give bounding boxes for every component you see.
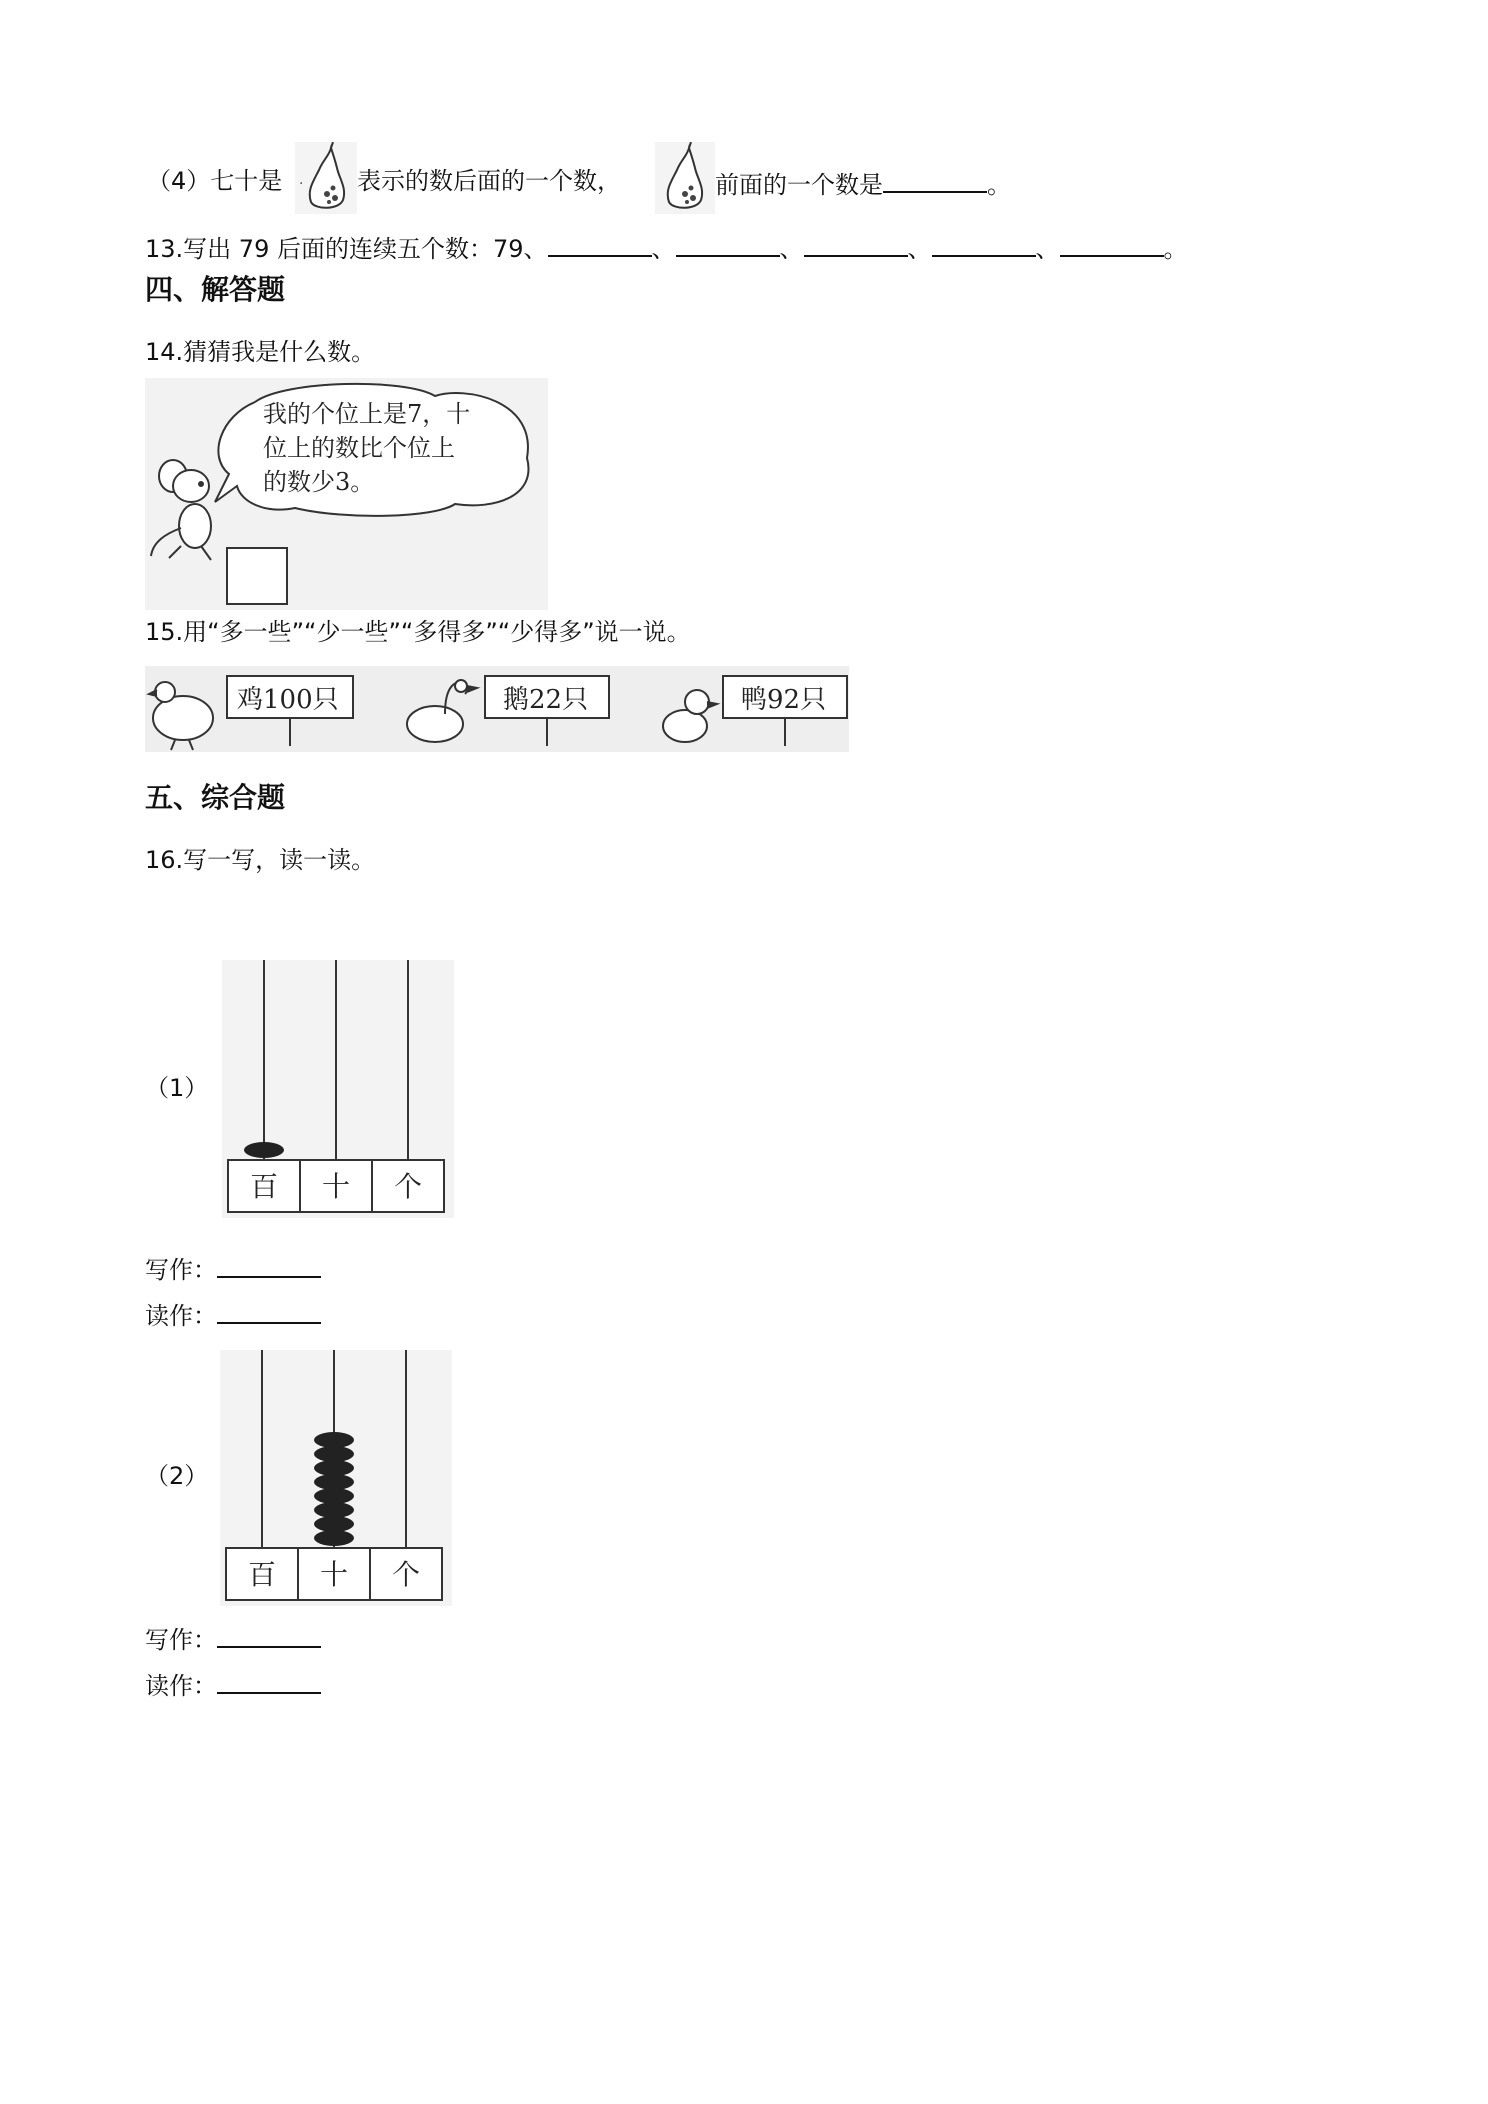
read-line-2	[145, 1666, 321, 1702]
q13-text: 13.写出 79 后面的连续五个数：79、	[145, 235, 548, 263]
answer-blank[interactable]	[217, 1250, 321, 1278]
abacus-place-label: 百	[249, 1170, 279, 1203]
abacus-bead	[314, 1516, 354, 1532]
sign-goose-label: 鹅22只	[503, 685, 589, 715]
write-label: 写作：	[145, 1626, 217, 1654]
q13-sep: 、	[651, 235, 676, 263]
section-4-title: 四、解答题	[145, 273, 286, 306]
answer-blank[interactable]	[676, 229, 780, 257]
answer-blank[interactable]	[1060, 229, 1164, 257]
read-label: 读作：	[145, 1302, 217, 1330]
read-line-1	[145, 1296, 321, 1332]
q13-end: 。	[1163, 235, 1188, 263]
answer-blank[interactable]	[217, 1620, 321, 1648]
abacus-bead	[314, 1488, 354, 1504]
pear-image-2	[655, 142, 715, 214]
svg-text:.: .	[299, 172, 304, 188]
sign-duck-label: 鸭92只	[741, 685, 827, 715]
answer-blank[interactable]	[217, 1296, 321, 1324]
part-1-label: （1）	[145, 1074, 209, 1102]
bubble-line-2: 位上的数比个位上	[263, 434, 455, 462]
q12-4-prefix: （4）七十是	[147, 167, 283, 195]
write-label: 写作：	[145, 1256, 217, 1284]
q15-text: 15.用“多一些”“少一些”“多得多”“少得多”说一说。	[145, 618, 691, 646]
q12-4-middle-text	[357, 165, 621, 197]
abacus-place-label: 百	[247, 1558, 277, 1591]
q13-line	[145, 229, 1188, 265]
abacus-bead	[314, 1530, 354, 1546]
abacus-2	[220, 1350, 452, 1606]
q14-mouse-figure	[145, 378, 548, 610]
q13-sep: 、	[779, 235, 804, 263]
abacus-place-label: 十	[319, 1558, 349, 1591]
abacus-bead	[314, 1474, 354, 1490]
q12-4-end: 。	[987, 171, 1011, 199]
abacus-bead	[314, 1460, 354, 1476]
pear-image-1	[295, 142, 357, 214]
write-line-2	[145, 1620, 321, 1656]
abacus-place-label: 个	[393, 1170, 423, 1203]
q12-4-suffix-line	[715, 165, 1011, 201]
abacus-1	[222, 960, 454, 1218]
q13-sep: 、	[907, 235, 932, 263]
answer-blank[interactable]	[804, 229, 908, 257]
section-5-title: 五、综合题	[145, 781, 286, 814]
abacus-place-label: 个	[391, 1558, 421, 1591]
q15-animals-figure	[145, 666, 849, 752]
part-2-label: （2）	[145, 1462, 209, 1490]
answer-blank[interactable]	[548, 229, 652, 257]
q12-4-suffix: 前面的一个数是	[715, 171, 883, 199]
abacus-bead	[314, 1502, 354, 1518]
q12-4-middle: 表示的数后面的一个数，	[357, 167, 621, 195]
q14-text: 14.猜猜我是什么数。	[145, 338, 376, 366]
answer-blank[interactable]	[883, 165, 987, 193]
q12-4-line	[147, 165, 282, 197]
abacus-bead	[314, 1446, 354, 1462]
abacus-bead	[314, 1432, 354, 1448]
q13-sep: 、	[1035, 235, 1060, 263]
answer-blank[interactable]	[932, 229, 1036, 257]
abacus-place-label: 十	[321, 1170, 351, 1203]
q16-text: 16.写一写，读一读。	[145, 846, 376, 874]
abacus-bead	[244, 1142, 284, 1158]
read-label: 读作：	[145, 1672, 217, 1700]
bubble-line-1: 我的个位上是7，十	[263, 400, 471, 428]
write-line-1	[145, 1250, 321, 1286]
answer-box	[227, 548, 287, 604]
bubble-line-3: 的数少3。	[263, 468, 375, 496]
answer-blank[interactable]	[217, 1666, 321, 1694]
sign-chicken-label: 鸡100只	[237, 685, 339, 715]
